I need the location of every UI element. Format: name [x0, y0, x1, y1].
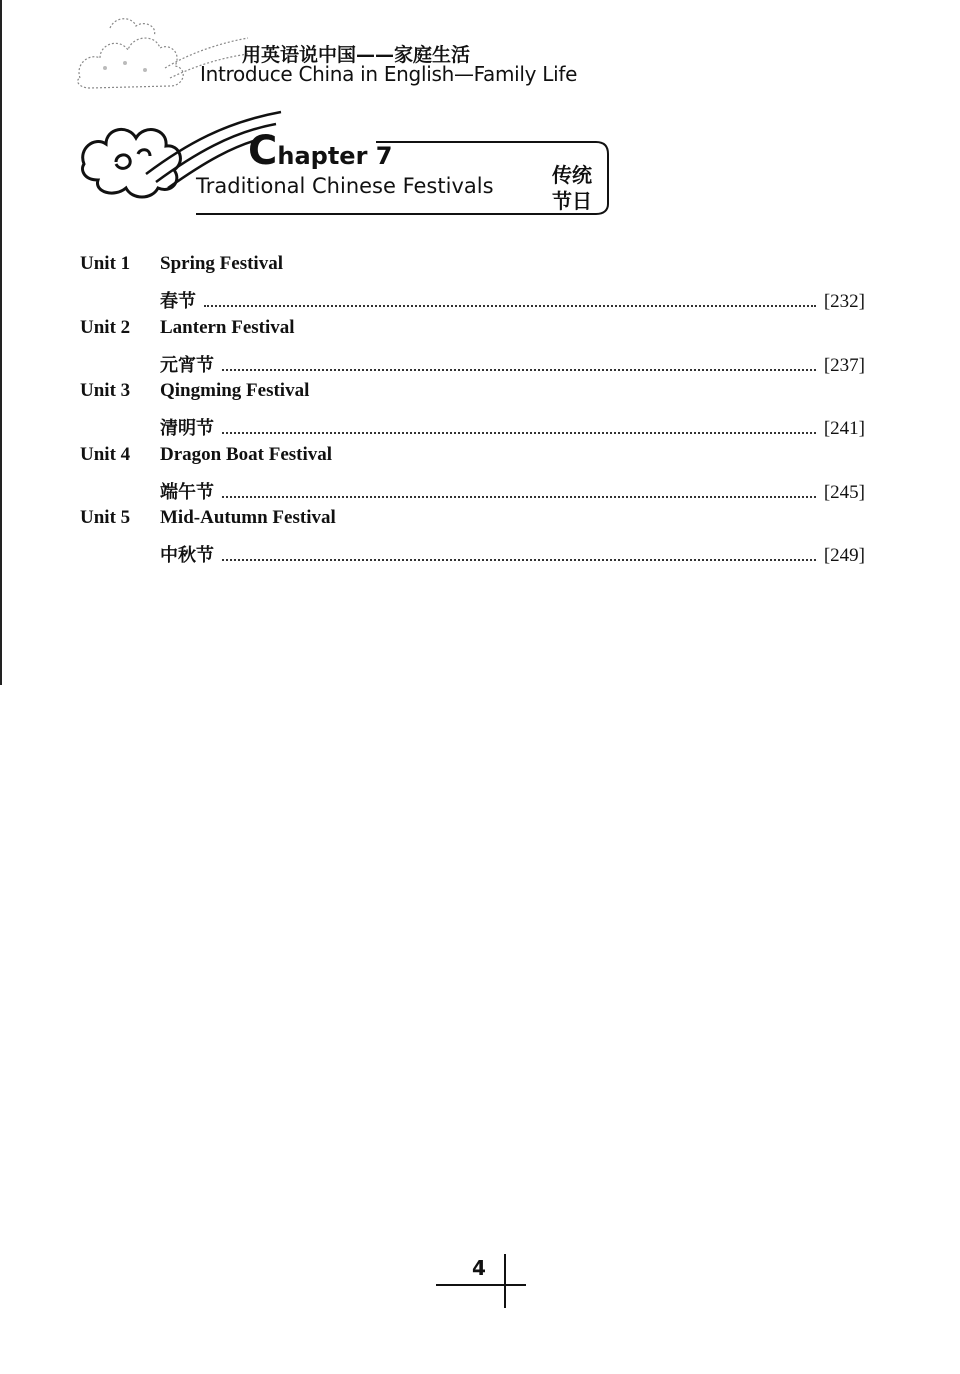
toc-cn-line [160, 478, 865, 504]
unit-label: Unit 3 [80, 380, 131, 401]
running-header [70, 8, 630, 98]
toc-unit-line [80, 444, 332, 466]
dot-leader [204, 304, 816, 307]
dot-leader [222, 495, 816, 498]
chapter-title-cn-line1: 传统 [552, 163, 592, 187]
toc-cn-line [160, 414, 865, 440]
table-of-contents [80, 253, 865, 571]
unit-label: Unit 4 [80, 443, 131, 465]
unit-title-cn: 清明节 [160, 418, 214, 439]
unit-title-cn: 中秋节 [160, 545, 214, 566]
unit-title-cn: 端午节 [160, 481, 214, 503]
unit-title: Dragon Boat Festival [160, 443, 333, 465]
page-reference: [245] [823, 481, 865, 503]
unit-title-cn: 元宵节 [160, 354, 214, 376]
chapter-title-en: Traditional Chinese Festivals [196, 174, 494, 198]
toc-cn-line [160, 287, 865, 313]
page-reference: [232] [823, 291, 865, 312]
page-reference: [249] [823, 545, 865, 566]
toc-entry [80, 444, 865, 508]
left-margin-rule [0, 0, 2, 685]
toc-entry [80, 317, 865, 381]
unit-title: Spring Festival [160, 253, 283, 274]
toc-cn-line [160, 351, 865, 377]
chapter-label-rest: hapter 7 [277, 142, 393, 170]
header-title-cn: 用英语说中国——家庭生活 [242, 44, 471, 66]
page-number-area [436, 1252, 526, 1312]
unit-title: Mid-Autumn Festival [160, 507, 336, 528]
unit-label: Unit 1 [80, 253, 131, 274]
unit-title-cn: 春节 [160, 291, 196, 312]
dot-leader [222, 368, 816, 371]
toc-unit-line [80, 317, 295, 339]
toc-cn-line [160, 541, 865, 567]
chapter-title-cn [546, 162, 598, 214]
page-number: 4 [472, 1256, 486, 1280]
unit-label: Unit 2 [80, 316, 131, 338]
toc-unit-line [80, 507, 336, 529]
dot-leader [222, 558, 816, 561]
chapter-label [248, 128, 392, 174]
unit-title: Lantern Festival [160, 316, 295, 338]
page-number-rule-horizontal [436, 1284, 526, 1286]
page-reference: [237] [823, 354, 865, 376]
toc-unit-line [80, 380, 309, 402]
toc-entry [80, 380, 865, 444]
page-number-rule-vertical [504, 1254, 506, 1308]
unit-label: Unit 5 [80, 507, 131, 528]
toc-entry [80, 253, 865, 317]
page-reference: [241] [823, 418, 865, 439]
chapter-banner [76, 104, 616, 224]
chapter-initial: C [248, 128, 278, 174]
header-title-en: Introduce China in English—Family Life [200, 62, 578, 86]
unit-title: Qingming Festival [160, 380, 310, 401]
dot-leader [222, 431, 816, 434]
toc-entry [80, 507, 865, 571]
chapter-title-cn-line2: 节日 [552, 189, 592, 213]
toc-unit-line [80, 253, 283, 275]
